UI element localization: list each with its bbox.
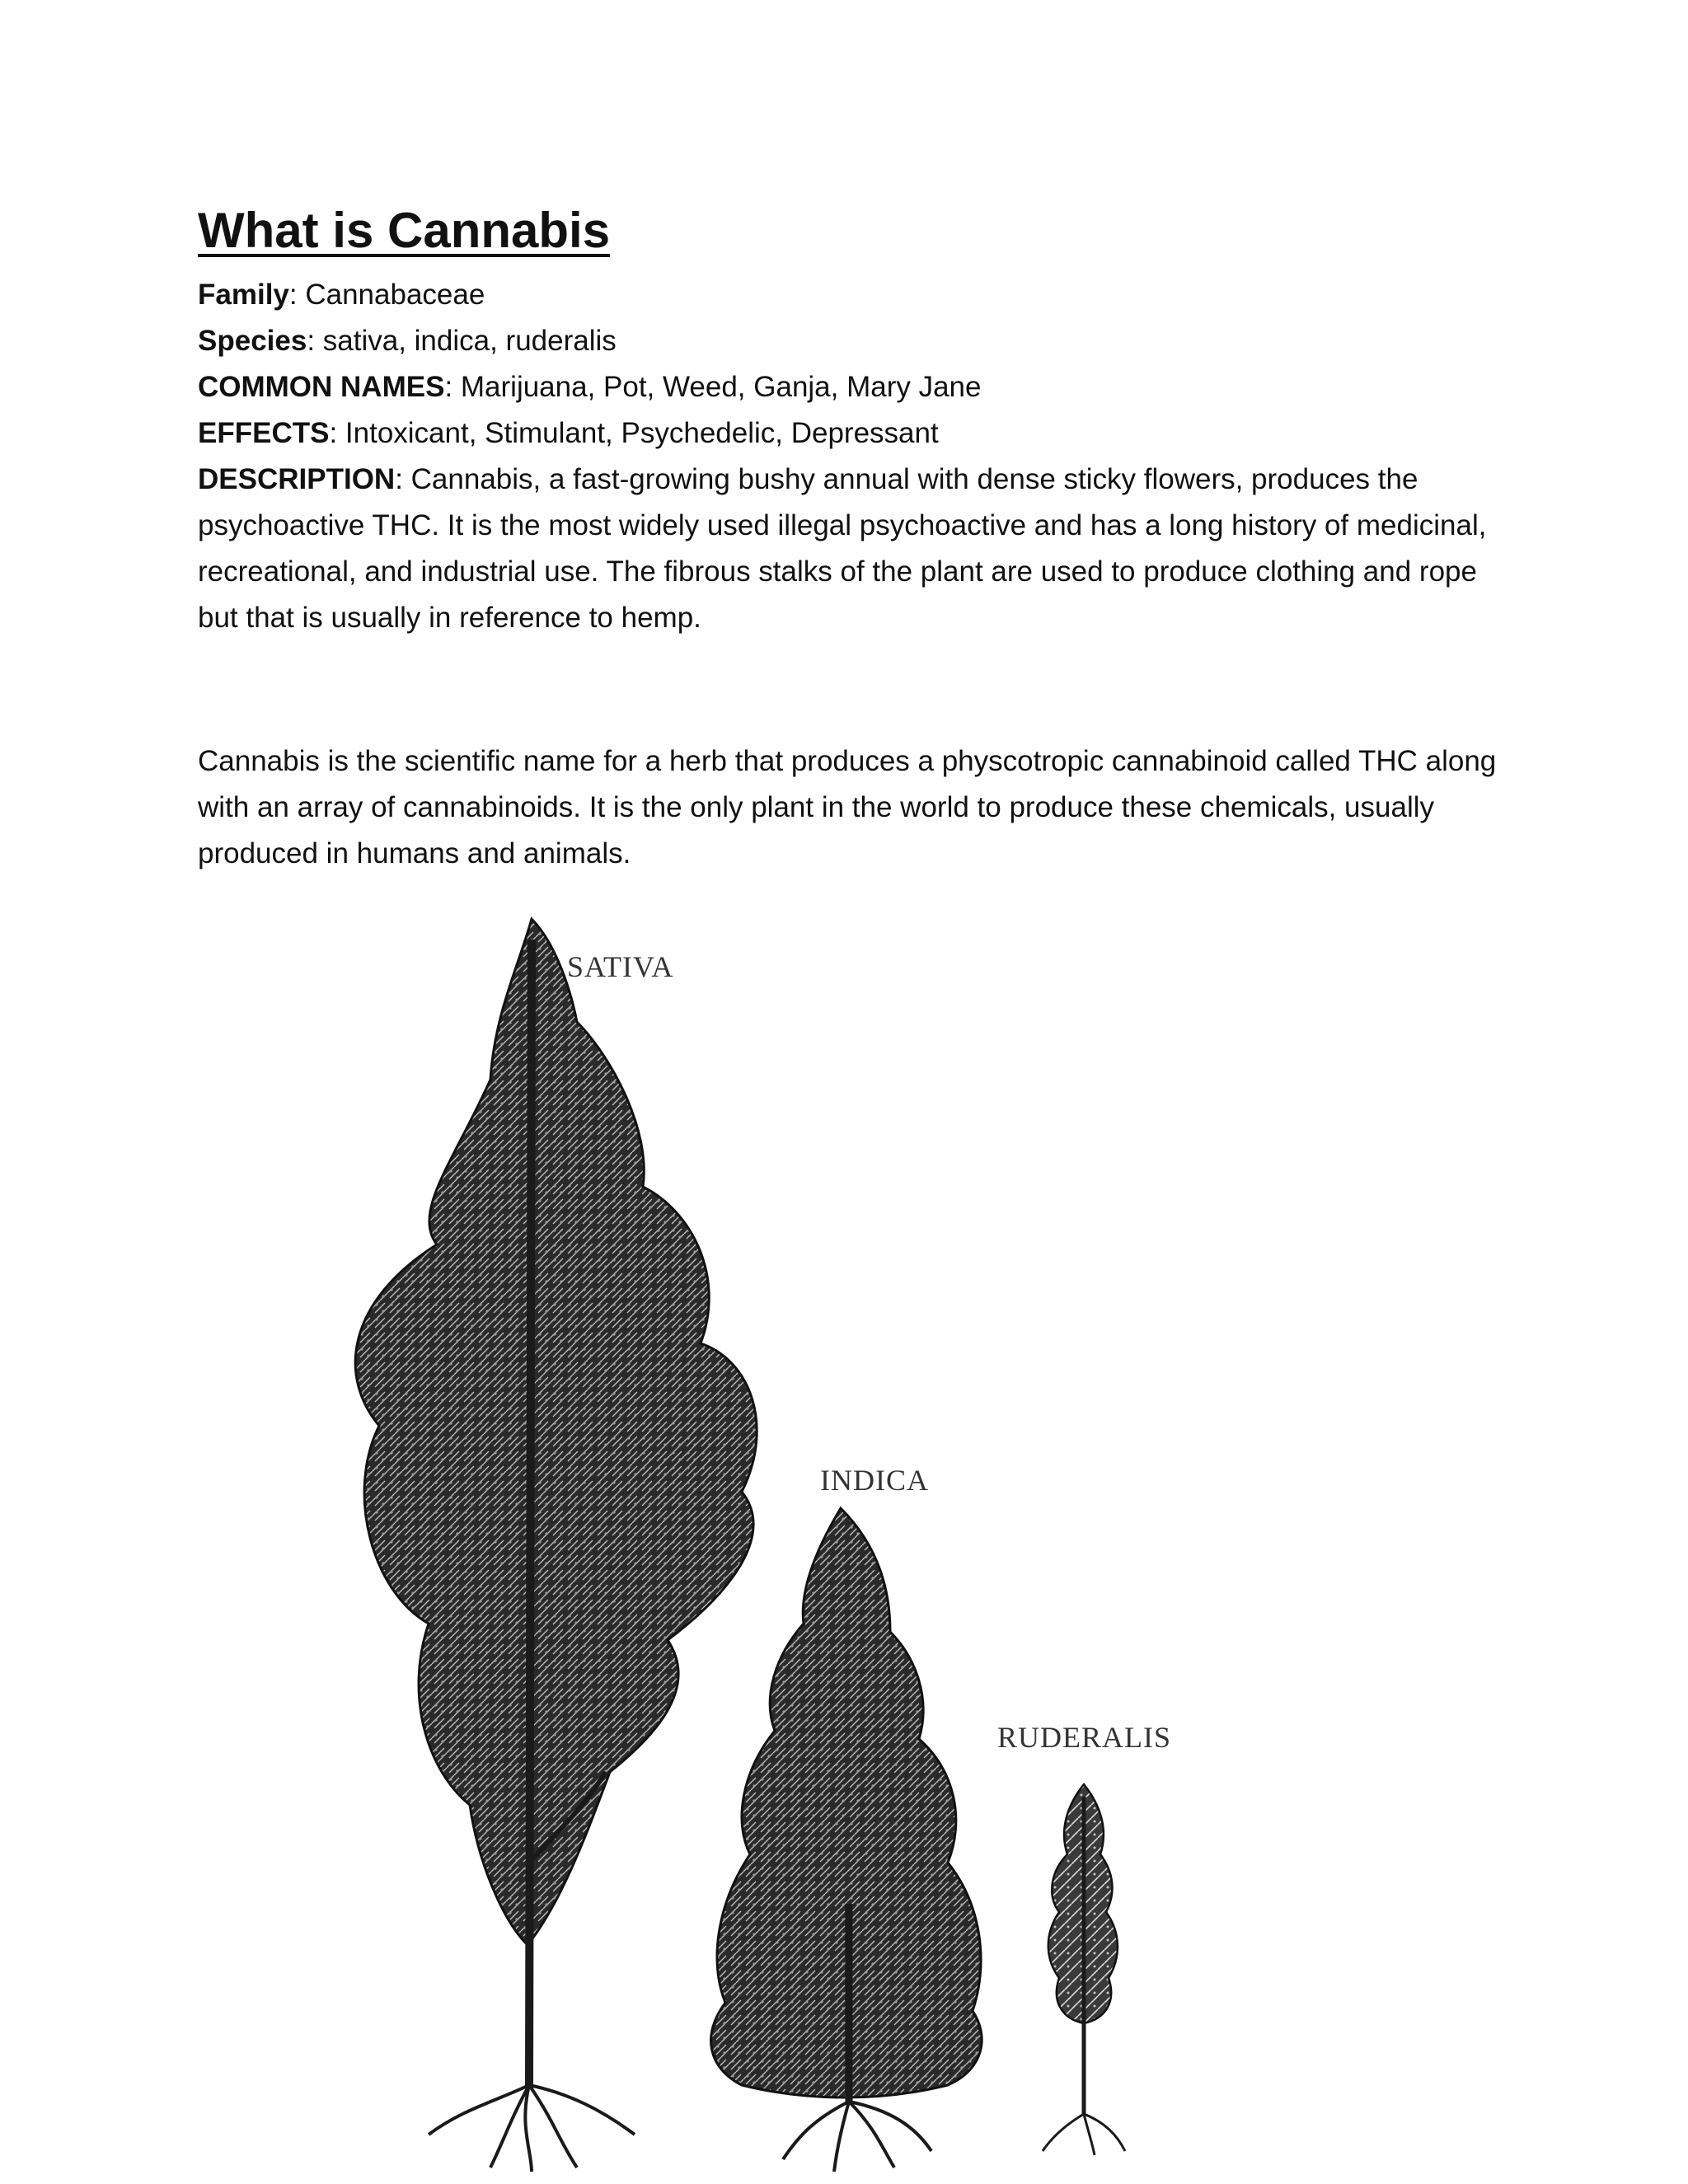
species-value: : sativa, indica, ruderalis [307, 325, 617, 357]
page-title: What is Cannabis [198, 203, 611, 258]
family-field [198, 272, 1517, 318]
effects-label: EFFECTS [198, 417, 330, 449]
cannabis-species-illustration [313, 915, 1236, 2176]
effects-value: : Intoxicant, Stimulant, Psychedelic, Depressant [329, 417, 939, 449]
indica-label: INDICA [820, 1464, 929, 1497]
common-names-label: COMMON NAMES [198, 371, 445, 403]
ruderalis-label: RUDERALIS [997, 1721, 1172, 1754]
description-value: : Cannabis, a fast-growing bushy annual with dense sticky flowers, produces the psychoactive THC. It is the most widely used illegal psychoactive and has a long history of medicinal, recreational, and industrial use. The fibrous stalks of the plant are used to produce clothing and rope but that is usually in reference to hemp. [198, 463, 1487, 634]
ruderalis-plant [997, 1721, 1171, 2155]
species-field [198, 318, 1517, 364]
family-label: Family [198, 279, 289, 311]
family-value: : Cannabaceae [288, 279, 485, 311]
species-label: Species [198, 325, 307, 357]
common-names-value: : Marijuana, Pot, Weed, Ganja, Mary Jane [444, 371, 982, 403]
body-paragraph: Cannabis is the scientific name for a herb that produces a physcotropic cannabinoid called THC along with an array of cannabinoids. It is the only plant in the world to produce these chemicals, usually produced in humans and animals. [198, 745, 1497, 869]
indica-plant [711, 1464, 982, 2172]
effects-field [198, 410, 1517, 457]
description-field [198, 457, 1517, 641]
header-section [198, 198, 1517, 641]
sativa-plant [355, 919, 757, 2172]
common-names-field [198, 364, 1517, 410]
sativa-label: SATIVA [567, 950, 674, 983]
description-label: DESCRIPTION [198, 463, 396, 495]
